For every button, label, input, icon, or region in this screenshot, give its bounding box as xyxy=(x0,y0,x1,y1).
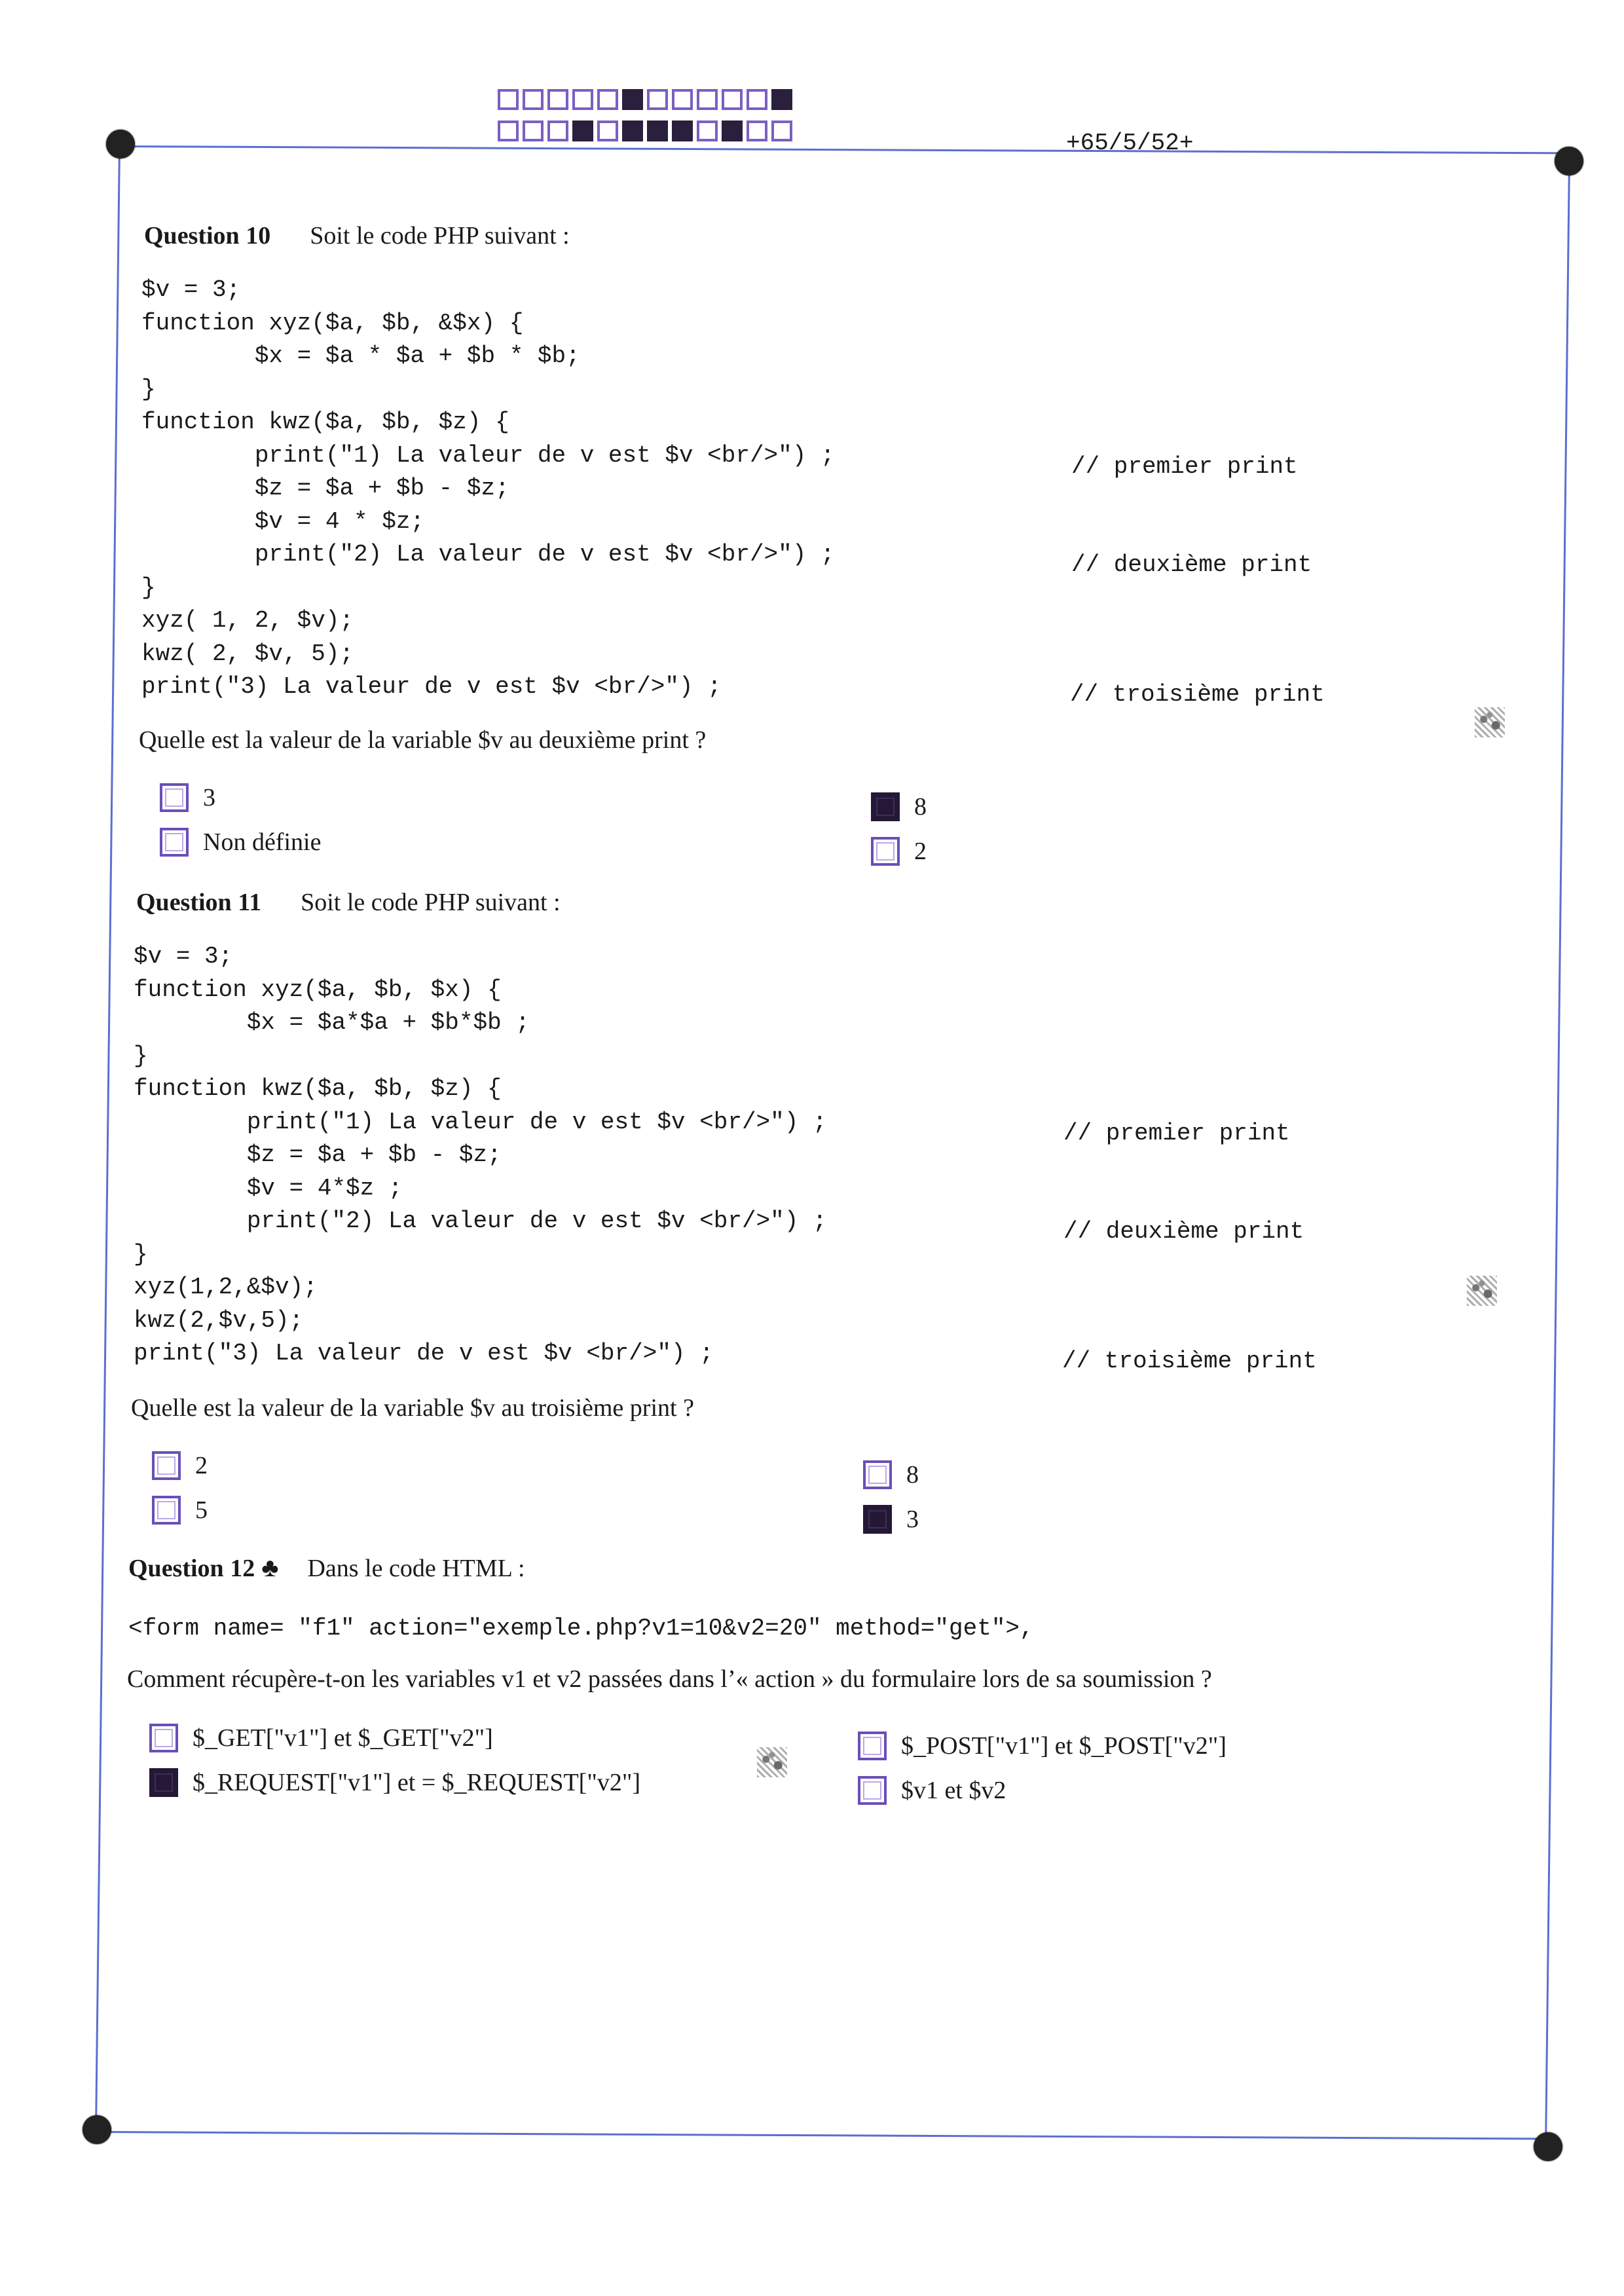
checkbox[interactable] xyxy=(871,792,900,821)
choice-label: $_REQUEST["v1"] et = $_REQUEST["v2"] xyxy=(193,1769,641,1796)
choice-label: $v1 et $v2 xyxy=(901,1777,1006,1804)
barcode-cell xyxy=(523,120,544,141)
q10-choice-non-definie[interactable] xyxy=(160,828,321,857)
question-11-comment-deuxieme: // deuxième print xyxy=(1063,1218,1304,1245)
barcode-cell xyxy=(597,120,618,141)
barcode-cell xyxy=(597,89,618,110)
choice-label: 3 xyxy=(906,1506,919,1533)
barcode-cell xyxy=(697,120,718,141)
frame-bottom-line xyxy=(97,2131,1548,2139)
barcode-cell xyxy=(747,89,767,110)
question-11-code: $v = 3; function xyz($a, $b, $x) { $x = $a*$a + $b*$b ; } function kwz($a, $b, $z) { print("1) La valeur de v est $v <br/>") ; $z = $a + $b - $z; $v = 4*$z ; print("2) La valeur de v est $v <br/>") ; } xyz(1,2,&$v); kwz(2,$v,5); print("3) La valeur de v est $v <br/>") ; xyxy=(134,943,827,1367)
question-10-prompt: Quelle est la valeur de la variable $v au deuxième print ? xyxy=(139,726,707,754)
question-10-intro: Soit le code PHP suivant : xyxy=(310,222,570,250)
scan-artifact-mark xyxy=(1467,1276,1497,1306)
question-12-label: Question 12 xyxy=(128,1555,255,1582)
q12-choice-request[interactable] xyxy=(149,1768,640,1797)
q12-choice-post[interactable] xyxy=(858,1731,1227,1760)
barcode-cell xyxy=(722,120,743,141)
corner-marker-bottom-right xyxy=(1534,2132,1562,2161)
corner-marker-top-right xyxy=(1555,147,1583,176)
barcode-row-2 xyxy=(498,120,792,141)
question-10-code: $v = 3; function xyz($a, $b, &$x) { $x = $a * $a + $b * $b; } function kwz($a, $b, $z) { print("1) La valeur de v est $v <br/>") ; $z = $a + $b - $z; $v = 4 * $z; print("2) La valeur de v est $v <br/>") ; } xyz( 1, 2, $v); kwz( 2, $v, 5); print("3) La valeur de v est $v <br/>") ; xyxy=(141,276,835,700)
barcode-cell xyxy=(572,89,593,110)
corner-marker-bottom-left xyxy=(83,2115,111,2144)
barcode-cell xyxy=(672,120,693,141)
choice-label: 5 xyxy=(195,1496,208,1524)
choice-label: 3 xyxy=(203,784,215,811)
choice-label: 2 xyxy=(195,1452,208,1479)
checkbox[interactable] xyxy=(858,1731,887,1760)
question-11-comment-troisieme: // troisième print xyxy=(1062,1348,1317,1375)
scan-artifact-mark xyxy=(757,1747,787,1777)
checkbox[interactable] xyxy=(871,837,900,866)
question-10-label: Question 10 xyxy=(144,222,271,250)
choice-label: $_GET["v1"] et $_GET["v2"] xyxy=(193,1724,493,1752)
corner-marker-top-left xyxy=(106,130,135,158)
question-10-comment-troisieme: // troisième print xyxy=(1070,681,1325,708)
frame-left-line xyxy=(95,145,120,2131)
choice-label: 8 xyxy=(914,793,927,821)
question-10-comment-premier: // premier print xyxy=(1071,453,1298,480)
barcode-cell xyxy=(647,120,668,141)
question-12-intro: Dans le code HTML : xyxy=(307,1555,525,1582)
question-11-intro: Soit le code PHP suivant : xyxy=(301,889,561,916)
q10-choice-3[interactable] xyxy=(160,783,215,812)
question-12-header xyxy=(128,1552,525,1583)
question-11-prompt: Quelle est la valeur de la variable $v au troisième print ? xyxy=(131,1394,694,1422)
barcode-cell xyxy=(697,89,718,110)
barcode-row-1 xyxy=(498,89,792,110)
checkbox[interactable] xyxy=(863,1460,892,1489)
barcode-cell xyxy=(498,120,519,141)
checkbox[interactable] xyxy=(149,1724,178,1752)
question-11-header xyxy=(136,888,561,917)
q10-choice-2[interactable] xyxy=(871,837,927,866)
q10-choice-8[interactable] xyxy=(871,792,927,821)
scan-artifact-mark xyxy=(1475,707,1505,737)
barcode-cell xyxy=(747,120,767,141)
choice-label: 2 xyxy=(914,838,927,865)
checkbox[interactable] xyxy=(152,1496,181,1525)
checkbox[interactable] xyxy=(149,1768,178,1797)
barcode-cell xyxy=(647,89,668,110)
barcode-cell xyxy=(498,89,519,110)
question-10-comment-deuxieme: // deuxième print xyxy=(1071,551,1312,578)
checkbox[interactable] xyxy=(160,828,189,857)
q12-choice-get[interactable] xyxy=(149,1724,493,1752)
checkbox[interactable] xyxy=(160,783,189,812)
question-10-header xyxy=(144,221,570,250)
q12-choice-variables[interactable] xyxy=(858,1776,1006,1805)
barcode-cell xyxy=(547,120,568,141)
question-11-comment-premier: // premier print xyxy=(1063,1120,1290,1147)
page-identifier: +65/5/52+ xyxy=(1066,130,1194,157)
frame-top-line xyxy=(120,145,1569,154)
barcode-cell xyxy=(771,120,792,141)
barcode-cell xyxy=(672,89,693,110)
barcode-cell xyxy=(622,89,643,110)
q11-choice-5[interactable] xyxy=(152,1496,208,1525)
barcode-cell xyxy=(572,120,593,141)
barcode-cell xyxy=(547,89,568,110)
barcode-cell xyxy=(523,89,544,110)
question-12-code: <form name= "f1" action="exemple.php?v1=10&v2=20" method="get">, xyxy=(128,1615,1034,1642)
choice-label: $_POST["v1"] et $_POST["v2"] xyxy=(901,1732,1227,1760)
checkbox[interactable] xyxy=(858,1776,887,1805)
q11-choice-2[interactable] xyxy=(152,1451,208,1480)
barcode-cell xyxy=(722,89,743,110)
club-icon: ♣ xyxy=(261,1553,279,1582)
question-12-prompt: Comment récupère-t-on les variables v1 et v2 passées dans l’« action » du formulaire lors de sa soumission ? xyxy=(127,1665,1212,1693)
choice-label: 8 xyxy=(906,1461,919,1489)
checkbox[interactable] xyxy=(152,1451,181,1480)
barcode-cell xyxy=(771,89,792,110)
frame-right-line xyxy=(1545,161,1570,2147)
q11-choice-3[interactable] xyxy=(863,1505,919,1534)
checkbox[interactable] xyxy=(863,1505,892,1534)
choice-label: Non définie xyxy=(203,828,322,856)
barcode-cell xyxy=(622,120,643,141)
question-11-label: Question 11 xyxy=(136,889,262,916)
q11-choice-8[interactable] xyxy=(863,1460,919,1489)
